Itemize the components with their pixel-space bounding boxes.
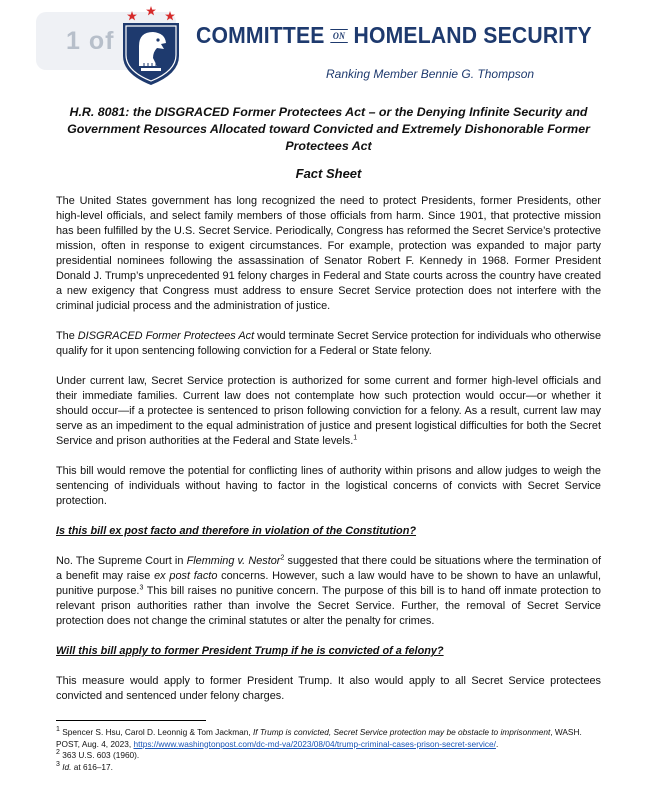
footnote-2-number: 2 bbox=[56, 749, 60, 757]
footnote-ref-1[interactable]: 1 bbox=[353, 434, 358, 442]
footnote-3-text: at 616–17. bbox=[71, 761, 113, 772]
para5-text-c: concerns. However, such a law would have to be shown to have an unlawful, punitive purpose. bbox=[56, 570, 602, 597]
footnote-2-text: 363 U.S. 603 (1960). bbox=[59, 750, 140, 760]
para5-text-a: No. The Supreme Court in bbox=[56, 555, 187, 567]
para5-text-b: suggested that there could be situations where the termination of a benefit may raise bbox=[56, 555, 602, 582]
ranking-member-line: Ranking Member Bennie G. Thompson bbox=[326, 67, 535, 81]
committee-wordmark-on: ON bbox=[330, 29, 348, 43]
question-ex-post-facto: Is this bill ex post facto and therefore in violation of the Constitution? bbox=[56, 525, 417, 537]
footnote-ref-2[interactable]: 2 bbox=[280, 554, 285, 562]
page-indicator-text: 1 of bbox=[66, 26, 115, 55]
para2-text-post: would terminate Secret Service protection for individuals who otherwise qualify for it upon sentencing following conviction for a Federal or State felony. bbox=[56, 330, 601, 357]
footnote-1-link[interactable]: https://www.washingtonpost.com/dc-md-va/2023/08/04/trump-criminal-cases-prison-secret-service/ bbox=[133, 738, 496, 749]
para5-ex-post-facto: ex post facto bbox=[154, 570, 218, 582]
para2-act-name: DISGRACED Former Protectees Act bbox=[77, 330, 255, 342]
committee-seal-icon bbox=[119, 6, 183, 86]
question-apply-to-trump: Will this bill apply to former President Trump if he is convicted of a felony? bbox=[56, 645, 444, 657]
para2-text-pre: The bbox=[56, 330, 78, 342]
committee-wordmark-left: COMMITTEE bbox=[196, 22, 325, 48]
footnote-3-id: Id. bbox=[59, 761, 72, 772]
footnote-1-publication: , WASH. POST, Aug. 4, 2023, bbox=[56, 727, 582, 749]
paragraph-background: The United States government has long recognized the need to protect Presidents, former Presidents, other high-level officials, and select family members of those officials from harm. Since 1901, that protective mission has been fulfilled by the U.S. Secret Service. Periodically, Congress has reformed the Secret Service’s protective mission, often in response to exigent circumstances. For example, protection was expanded to major party presidential nominees following the assassination of Senator Robert F. Kennedy in 1968. Former President Donald J. Trump’s unprecedented 91 felony charges in Federal and State courts across the country have created a new exigency that Congress must address to ensure Secret Service protection does not interfere with the criminal judicial process and the administration of justice. bbox=[56, 195, 601, 312]
paragraph-apply-answer: This measure would apply to former President Trump. It also would apply to all Secret Service protectees convicted and sentenced under felony charges. bbox=[56, 675, 601, 702]
para3-text: Under current law, Secret Service protection is authorized for some current and former high-level officials and their immediate families. Current law does not contemplate how such protection would occur—or whether it should occur—if a protectee is sentenced to prison following conviction for a felony. As a result, current law may serve as an impediment to the equal administration of justice and present logistical difficulties for both the Secret Service and prison authorities at the Federal and State levels. bbox=[56, 375, 601, 447]
footnote-1 bbox=[56, 727, 601, 750]
committee-wordmark-right: HOMELAND SECURITY bbox=[353, 22, 592, 48]
footnote-ref-3[interactable]: 3 bbox=[139, 584, 144, 592]
para5-text-d: This bill raises no punitive concern. The purpose of this bill is to hand off inmate protection to relevant prison authorities rather than involve the Secret Service. Further, the removal of Secret Service protection does not change the criminal statutes or alter the penalty for crimes. bbox=[56, 585, 601, 627]
bill-title: H.R. 8081: the DISGRACED Former Protectees Act – or the Denying Infinite Security and Government Resources Allocated toward Convicted and Extremely Dishonorable Former Protectees Act bbox=[67, 105, 590, 153]
fact-sheet-heading: Fact Sheet bbox=[295, 166, 362, 181]
footnote-divider bbox=[56, 720, 206, 721]
paragraph-current-law bbox=[56, 374, 601, 449]
para5-case-name: Flemming v. Nestor bbox=[186, 555, 281, 567]
paragraph-ex-post-facto-answer bbox=[56, 554, 601, 629]
paragraph-bill-summary bbox=[56, 329, 601, 359]
document-body bbox=[56, 104, 601, 773]
committee-wordmark bbox=[196, 22, 592, 49]
footnote-1-number: 1 bbox=[56, 726, 60, 734]
footnote-1-title: If Trump is convicted, Secret Service protection may be obstacle to imprisonment bbox=[252, 727, 551, 737]
footnote-1-authors: Spencer S. Hsu, Carol D. Leonnig & Tom Jackman, bbox=[59, 727, 253, 737]
paragraph-bill-effect: This bill would remove the potential for conflicting lines of authority within prisons and allow judges to weigh the sentencing of individuals without having to factor in the logistical concerns of convicts with Secret Service protection. bbox=[56, 465, 601, 507]
footnote-3-number: 3 bbox=[56, 760, 60, 768]
footnote-2 bbox=[56, 750, 601, 762]
footnote-3 bbox=[56, 762, 601, 774]
footnote-1-end: . bbox=[495, 738, 499, 749]
